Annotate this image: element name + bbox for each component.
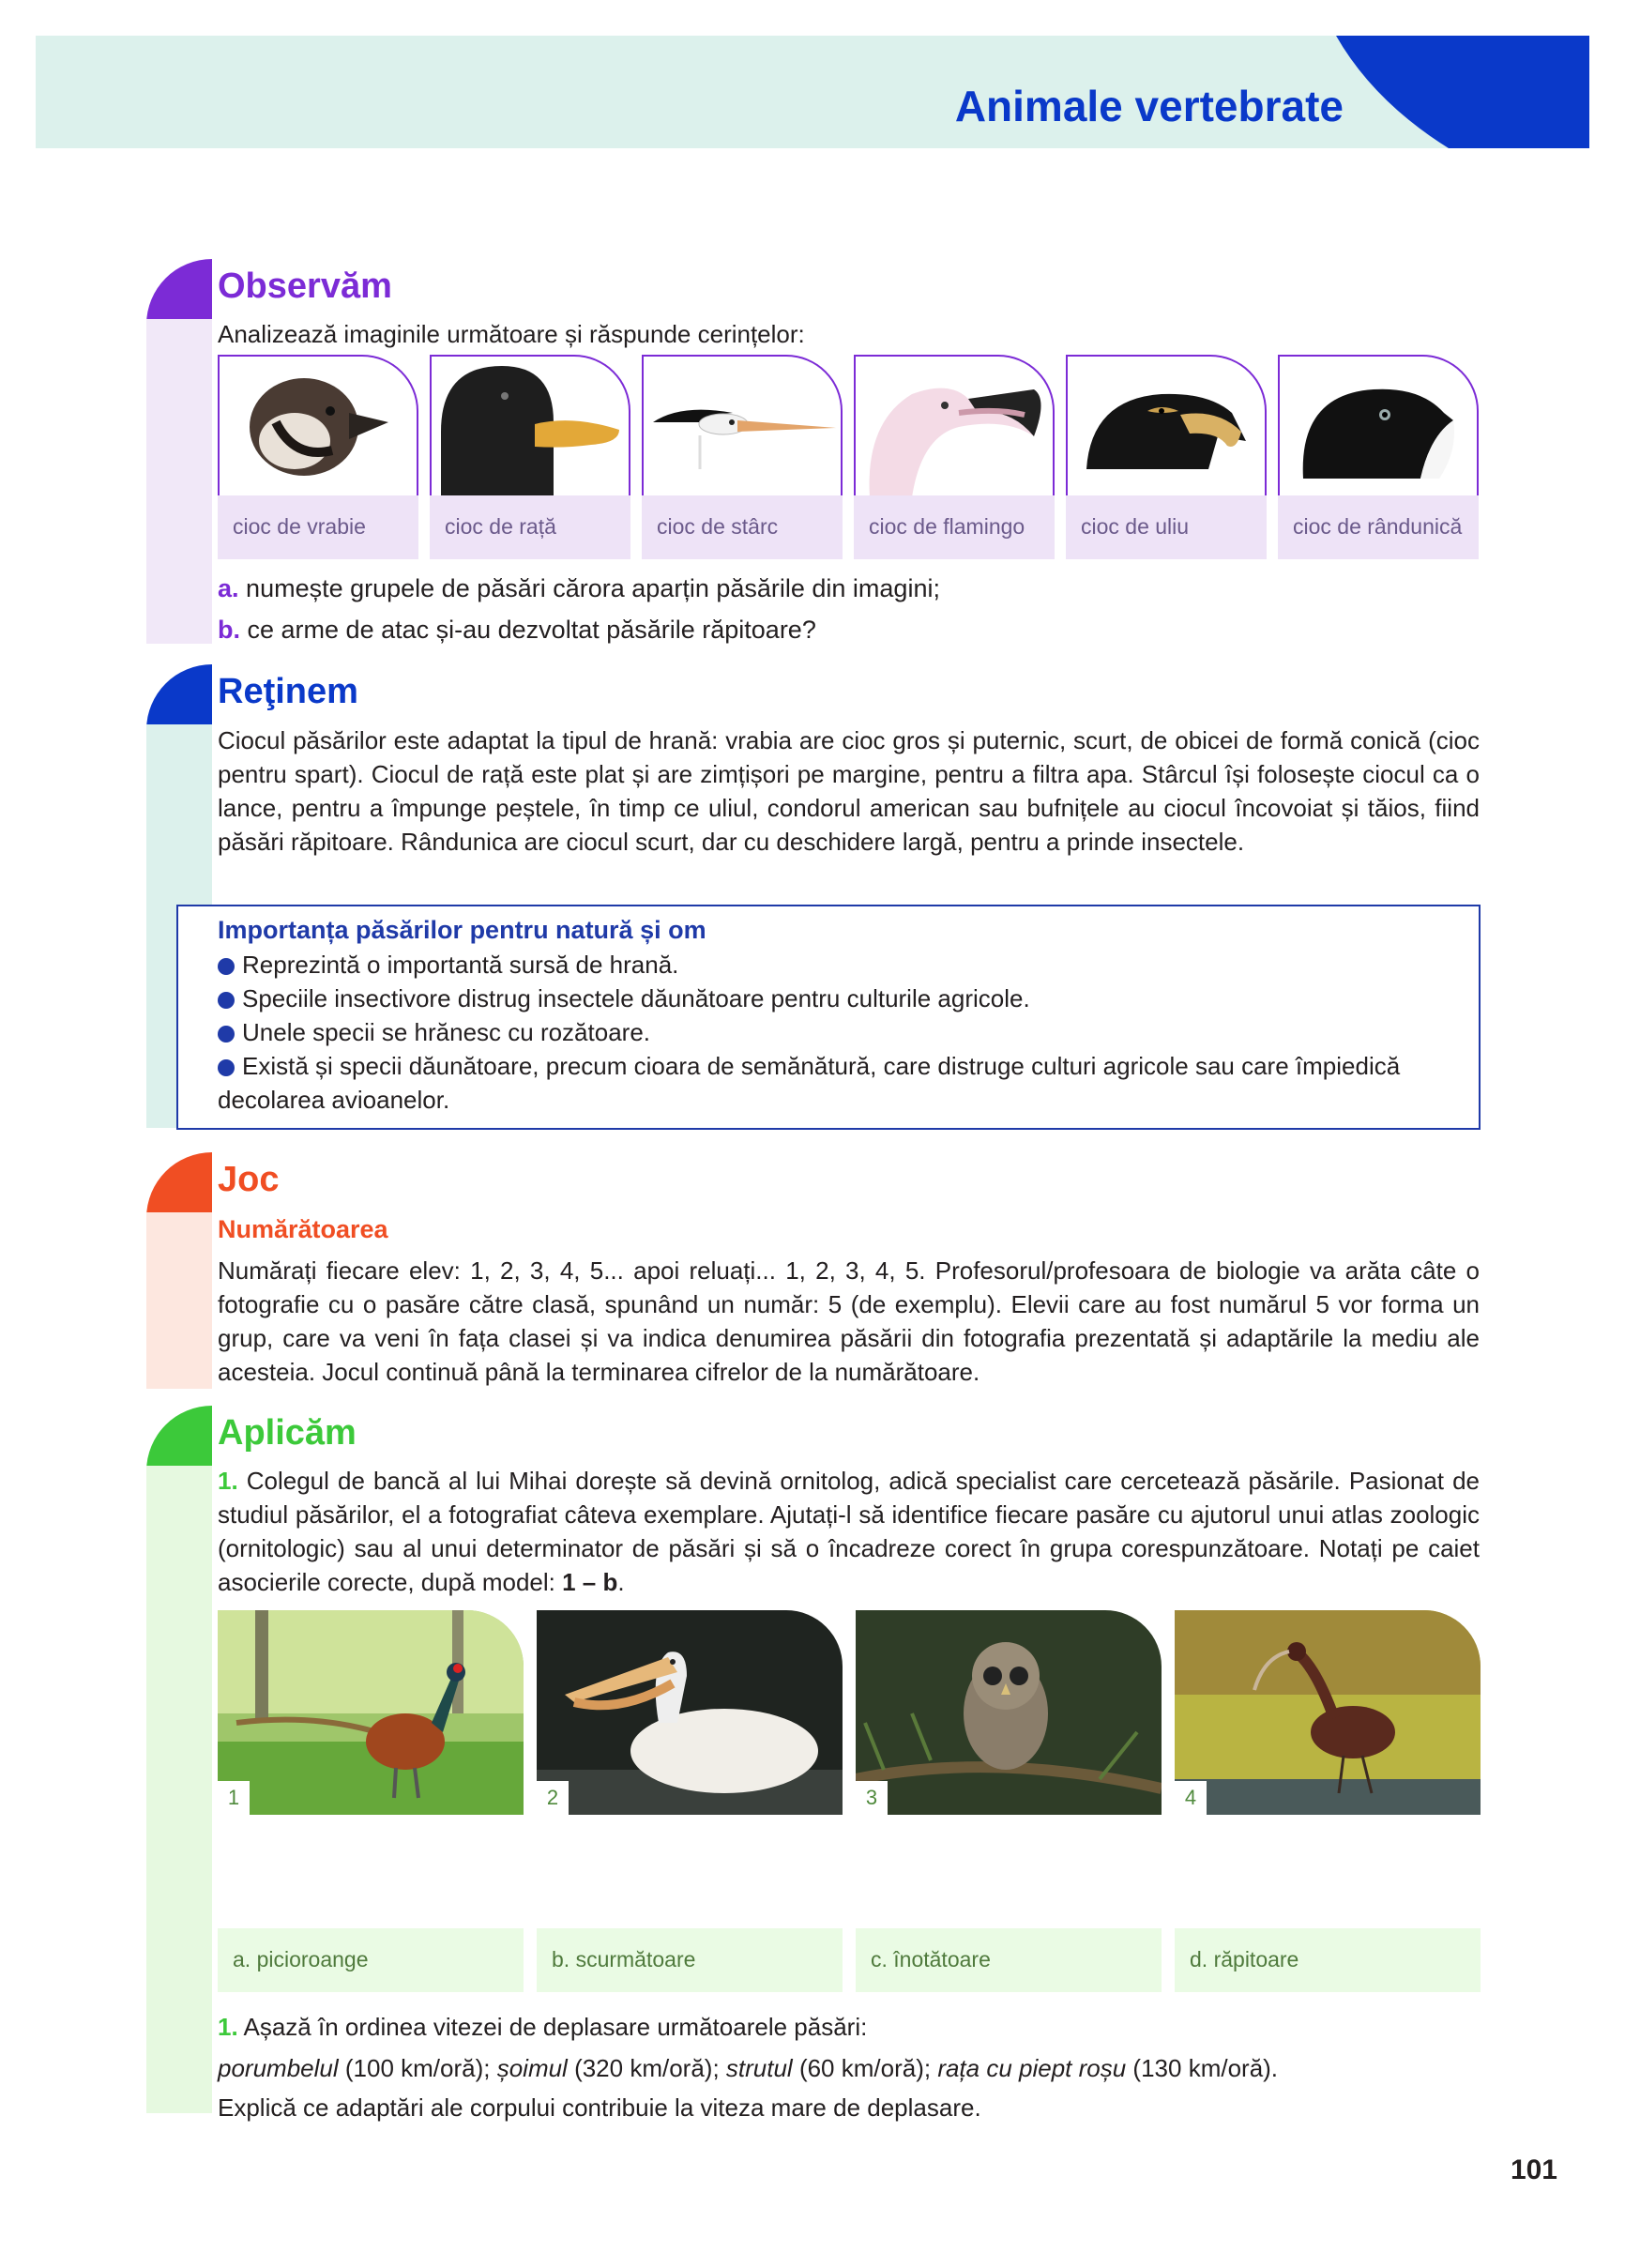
bullet-dot-icon: [218, 958, 235, 975]
ibis-photo: [1175, 1610, 1481, 1815]
page-number: 101: [1510, 2154, 1557, 2185]
question-a: a. numește grupele de păsări cărora aparțin păsările din imagini;: [218, 574, 940, 602]
beak-card: [854, 355, 1055, 559]
observam-tab: [146, 259, 212, 325]
beak-card: [1278, 355, 1479, 559]
beak-label: cioc de uliu: [1081, 514, 1190, 539]
exercise-2-explain: Explică ce adaptări ale corpului contribuie la viteza mare de deplasare.: [218, 2093, 981, 2122]
photo-number: 4: [1175, 1781, 1207, 1815]
joc-paragraph: Numărați fiecare elev: 1, 2, 3, 4, 5... apoi reluați... 1, 2, 3, 4, 5. Profesorul/profesoara de biologie va arăta câte o fotografie cu o pasăre către clasă, spunând un număr: 5 (de exemplu). Elevii care au fost numărul 5 vor forma un grup, care va veni în fața clasei și va indica denumirea păsării din fotografia prezentată și adaptările la mediu ale acesteia. Jocul continuă până la terminarea cifrelor de la numărătoare.: [218, 1256, 1480, 1386]
photo-number: 1: [218, 1781, 250, 1815]
beak-label: cioc de rândunică: [1293, 514, 1463, 539]
header-corner-shape: [1336, 36, 1589, 148]
page-header: [36, 36, 1589, 148]
sparrow-head-icon: [220, 357, 417, 497]
aplicam-bar: [146, 1466, 212, 2113]
beak-card: [642, 355, 843, 559]
exercise-1: 1. Colegul de bancă al lui Mihai dorește să devină ornitolog, adică specialist care cercetează păsările. Pasionat de studiul păsărilor, el a fotografiat câteva exemplare. Ajutați-l să identifice fiecare pasăre cu ajutorul unui atlas zoologic (ornitologic) sau al unui determinator de păsări și să o încadreze corect în grupa corespunzătoare. Notați pe caiet asocierile corecte, după model: 1 – b.: [218, 1467, 1480, 1596]
beak-card: [1066, 355, 1267, 559]
joc-subheading: Numărătoarea: [218, 1215, 388, 1243]
hawk-head-icon: [1068, 357, 1265, 497]
bird-photo-card: [218, 1610, 524, 1815]
observam-intro: Analizează imaginile următoare și răspunde cerințelor:: [218, 320, 805, 348]
bullet-dot-icon: [218, 1059, 235, 1076]
bird-photo-card: [537, 1610, 843, 1815]
swallow-head-icon: [1280, 357, 1477, 497]
joc-heading: Joc: [218, 1160, 280, 1199]
bird-photo-card: [856, 1610, 1162, 1815]
bullet-dot-icon: [218, 992, 235, 1009]
beak-label: cioc de stârc: [657, 514, 779, 539]
importance-title: Importanța păsărilor pentru natură și om: [218, 916, 706, 944]
chapter-title: Animale vertebrate: [954, 82, 1344, 130]
heron-head-icon: [644, 357, 841, 497]
duck-head-icon: [432, 357, 629, 497]
exercise-2-speeds: porumbelul (100 km/oră); șoimul (320 km/oră); strutul (60 km/oră); rața cu piept roșu (130 km/oră).: [218, 2054, 1279, 2082]
bullet-item: Reprezintă o importantă sursă de hrană.: [218, 948, 1470, 982]
beak-label: cioc de vrabie: [233, 514, 366, 539]
group-option: a. picioroange: [218, 1928, 524, 1992]
group-option: b. scurmătoare: [537, 1928, 843, 1992]
bullet-item: Speciile insectivore distrug insectele dăunătoare pentru culturile agricole.: [218, 982, 1470, 1015]
beak-card: [430, 355, 630, 559]
observam-heading: Observăm: [218, 266, 392, 306]
flamingo-head-icon: [856, 357, 1053, 497]
pheasant-photo: [218, 1610, 524, 1815]
photo-number: 2: [537, 1781, 569, 1815]
group-option: d. răpitoare: [1175, 1928, 1481, 1992]
retinem-paragraph: Ciocul păsărilor este adaptat la tipul de hrană: vrabia are cioc gros și puternic, scurt, de obicei de formă conică (cioc pentru spart). Ciocul de rață este plat și are zimțișori pe margine, pentru a filtra apa. Stârcul își folosește ciocul ca o lance, pentru a împunge peștele, în timp ce uliul, condorul american sau bufnițele au ciocul încovoiat și tăios, fiind păsări răpitoare. Rândunica are ciocul scurt, dar cu deschidere largă, pentru a prinde insectele.: [218, 726, 1480, 856]
aplicam-tab: [146, 1406, 212, 1471]
observam-bar: [146, 319, 212, 644]
beak-card: [218, 355, 418, 559]
retinem-heading: Reţinem: [218, 672, 358, 711]
bullet-dot-icon: [218, 1026, 235, 1043]
joc-bar: [146, 1212, 212, 1389]
bird-photo-card: [1175, 1610, 1481, 1815]
pelican-photo: [537, 1610, 843, 1815]
retinem-tab: [146, 664, 212, 730]
beak-label: cioc de rață: [445, 514, 556, 539]
exercise-2: 1. Așază în ordinea vitezei de deplasare următoarele păsări:: [218, 2013, 868, 2041]
owl-photo: [856, 1610, 1162, 1815]
joc-tab: [146, 1152, 212, 1218]
bullet-item: Există și specii dăunătoare, precum cioara de semănătură, care distruge culturi agricole sau care împiedică decolarea avioanelor.: [218, 1052, 1401, 1114]
question-b: b. ce arme de atac și-au dezvoltat păsările răpitoare?: [218, 616, 816, 644]
photo-number: 3: [856, 1781, 888, 1815]
group-option: c. înotătoare: [856, 1928, 1162, 1992]
beak-label: cioc de flamingo: [869, 514, 1025, 539]
bullet-item: Unele specii se hrănesc cu rozătoare.: [218, 1015, 1470, 1049]
importance-box: [176, 905, 1481, 1130]
aplicam-heading: Aplicăm: [218, 1413, 357, 1453]
